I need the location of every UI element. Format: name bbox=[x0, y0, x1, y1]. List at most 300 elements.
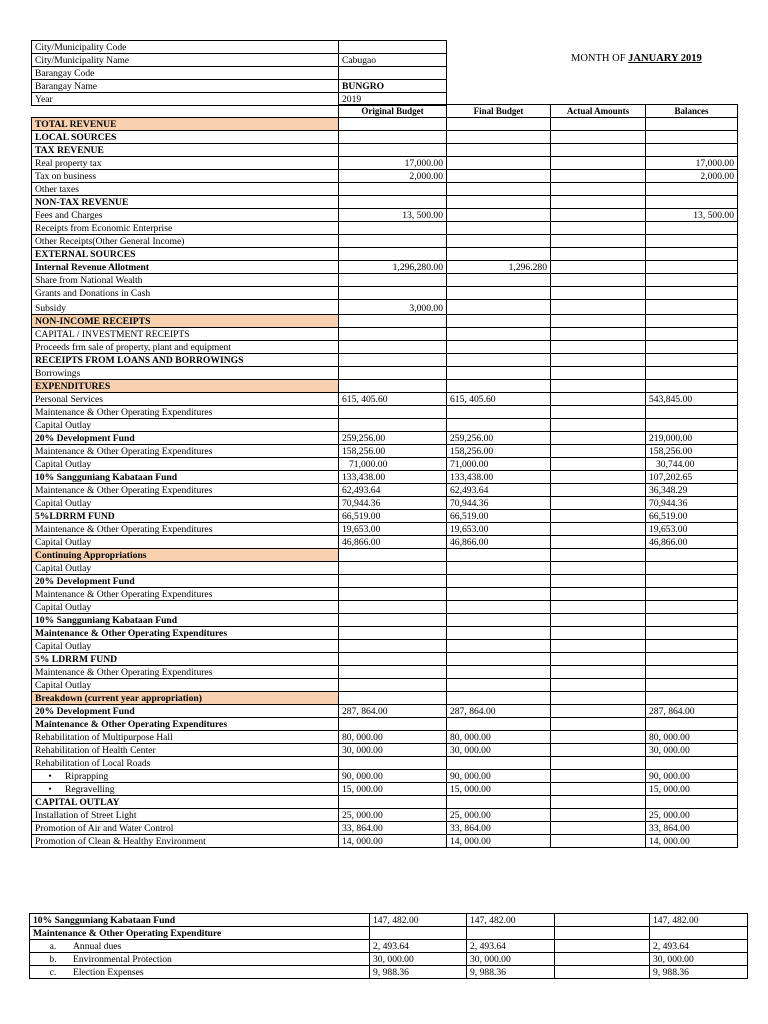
table-row bbox=[32, 287, 738, 300]
balance-cell bbox=[646, 757, 738, 770]
original-budget-cell bbox=[339, 718, 447, 731]
row-label: TOTAL REVENUE bbox=[32, 118, 339, 131]
final-budget-cell bbox=[447, 300, 551, 315]
balance-cell bbox=[646, 248, 738, 261]
actual-amount-cell bbox=[551, 248, 646, 261]
row-label: Share from National Wealth bbox=[32, 274, 339, 287]
original-budget-cell: 90, 000.00 bbox=[339, 770, 447, 783]
actual-amount-cell bbox=[551, 679, 646, 692]
balance-cell bbox=[646, 692, 738, 705]
balance-cell bbox=[646, 653, 738, 666]
row-label: CAPITAL / INVESTMENT RECEIPTS bbox=[32, 328, 339, 341]
final-budget-cell bbox=[447, 692, 551, 705]
balance-cell: 90, 000.00 bbox=[646, 770, 738, 783]
original-budget-cell bbox=[339, 380, 447, 393]
row-label: NON-TAX REVENUE bbox=[32, 196, 339, 209]
balance-cell: 36,348.29 bbox=[646, 484, 738, 497]
row-label: Maintenance & Other Operating Expenditures bbox=[32, 406, 339, 419]
balance-cell: 13, 500.00 bbox=[646, 209, 738, 222]
balance-cell bbox=[646, 274, 738, 287]
row-label: Internal Revenue Allotment bbox=[32, 261, 339, 274]
balance-cell: 15, 000.00 bbox=[646, 783, 738, 796]
original-budget-cell: 133,438.00 bbox=[339, 471, 447, 484]
info-value bbox=[339, 41, 447, 54]
actual-amount-cell bbox=[551, 497, 646, 510]
original-budget-cell bbox=[339, 562, 447, 575]
row-label: Capital Outlay bbox=[32, 679, 339, 692]
original-budget-cell: 33, 864.00 bbox=[339, 822, 447, 835]
info-row bbox=[32, 80, 447, 93]
balance-cell bbox=[646, 235, 738, 248]
actual-amount-cell bbox=[551, 796, 646, 809]
final-budget-cell: 9, 988.36 bbox=[467, 966, 555, 979]
balance-cell: 2, 493.64 bbox=[650, 940, 748, 953]
sk-row-label bbox=[30, 940, 370, 953]
table-row bbox=[32, 627, 738, 640]
actual-amount-cell bbox=[551, 757, 646, 770]
sk-row-label bbox=[30, 953, 370, 966]
final-budget-cell bbox=[447, 627, 551, 640]
final-budget-cell bbox=[447, 588, 551, 601]
balance-cell bbox=[650, 927, 748, 940]
list-marker: c. bbox=[49, 967, 57, 978]
actual-amount-cell bbox=[551, 653, 646, 666]
actual-amount-cell bbox=[551, 523, 646, 536]
balance-cell bbox=[646, 144, 738, 157]
original-budget-cell bbox=[339, 248, 447, 261]
balance-cell: 147, 482.00 bbox=[650, 914, 748, 927]
row-label: Grants and Donations in Cash bbox=[32, 287, 339, 300]
table-row bbox=[32, 170, 738, 183]
actual-amount-cell bbox=[551, 170, 646, 183]
actual-amount-cell bbox=[551, 549, 646, 562]
balance-cell bbox=[646, 131, 738, 144]
row-label: Capital Outlay bbox=[32, 562, 339, 575]
final-budget-cell bbox=[447, 235, 551, 248]
table-row bbox=[32, 354, 738, 367]
original-budget-cell bbox=[339, 341, 447, 354]
balance-cell bbox=[646, 796, 738, 809]
table-row bbox=[32, 196, 738, 209]
bullet-icon: • bbox=[48, 784, 52, 795]
row-label: Capital Outlay bbox=[32, 601, 339, 614]
row-label: Rehabilitation of Health Center bbox=[32, 744, 339, 757]
balance-cell: 30,744.00 bbox=[646, 458, 738, 471]
balance-cell: 17,000.00 bbox=[646, 157, 738, 170]
actual-amount-cell bbox=[551, 731, 646, 744]
balance-cell: 543,845.00 bbox=[646, 393, 738, 406]
final-budget-cell bbox=[447, 170, 551, 183]
table-row bbox=[32, 653, 738, 666]
balance-cell: 14, 000.00 bbox=[646, 835, 738, 848]
list-marker: a. bbox=[49, 941, 57, 952]
row-label: Maintenance & Other Operating Expenditures bbox=[32, 484, 339, 497]
original-budget-cell bbox=[339, 118, 447, 131]
balance-cell bbox=[646, 367, 738, 380]
original-budget-cell: 1,296,280.00 bbox=[339, 261, 447, 274]
final-budget-cell bbox=[447, 274, 551, 287]
row-label bbox=[32, 770, 339, 783]
original-budget-cell bbox=[339, 144, 447, 157]
final-budget-cell bbox=[447, 549, 551, 562]
original-budget-cell bbox=[339, 692, 447, 705]
table-row bbox=[32, 588, 738, 601]
table-row bbox=[32, 274, 738, 287]
final-budget-cell bbox=[447, 118, 551, 131]
actual-amount-cell bbox=[551, 484, 646, 497]
balance-cell bbox=[646, 183, 738, 196]
final-budget-cell bbox=[447, 601, 551, 614]
row-label: EXTERNAL SOURCES bbox=[32, 248, 339, 261]
final-budget-cell: 25, 000.00 bbox=[447, 809, 551, 822]
row-label: Borrowings bbox=[32, 367, 339, 380]
original-budget-cell bbox=[339, 235, 447, 248]
actual-amount-cell bbox=[551, 419, 646, 432]
original-budget-cell bbox=[339, 640, 447, 653]
row-label: CAPITAL OUTLAY bbox=[32, 796, 339, 809]
final-budget-cell: 615, 405.60 bbox=[447, 393, 551, 406]
col-balances: Balances bbox=[646, 105, 738, 118]
row-label: Other taxes bbox=[32, 183, 339, 196]
final-budget-cell bbox=[447, 796, 551, 809]
balance-cell: 30, 000.00 bbox=[646, 744, 738, 757]
final-budget-cell bbox=[447, 419, 551, 432]
balance-cell: 25, 000.00 bbox=[646, 809, 738, 822]
info-value: BUNGRO bbox=[339, 80, 447, 93]
actual-amount-cell bbox=[551, 380, 646, 393]
actual-amount-cell bbox=[551, 287, 646, 300]
balance-cell bbox=[646, 354, 738, 367]
actual-amount-cell bbox=[551, 144, 646, 157]
final-budget-cell: 71,000.00 bbox=[447, 458, 551, 471]
row-label: Promotion of Air and Water Control bbox=[32, 822, 339, 835]
table-row bbox=[32, 510, 738, 523]
original-budget-cell: 14, 000.00 bbox=[339, 835, 447, 848]
actual-amount-cell bbox=[551, 640, 646, 653]
balance-cell bbox=[646, 562, 738, 575]
header-spacer bbox=[32, 105, 339, 118]
balance-cell bbox=[646, 666, 738, 679]
info-label: City/Municipality Name bbox=[32, 54, 339, 67]
original-budget-cell: 9, 988.36 bbox=[370, 966, 467, 979]
final-budget-cell bbox=[447, 367, 551, 380]
actual-amount-cell bbox=[551, 783, 646, 796]
balance-cell: 80, 000.00 bbox=[646, 731, 738, 744]
row-label: NON-INCOME RECEIPTS bbox=[32, 315, 339, 328]
final-budget-cell bbox=[447, 144, 551, 157]
balance-cell bbox=[646, 588, 738, 601]
original-budget-cell: 17,000.00 bbox=[339, 157, 447, 170]
info-label: City/Municipality Code bbox=[32, 41, 339, 54]
actual-amount-cell bbox=[551, 118, 646, 131]
original-budget-cell: 19,653.00 bbox=[339, 523, 447, 536]
row-label: Breakdown (current year appropriation) bbox=[32, 692, 339, 705]
list-marker: b. bbox=[49, 954, 57, 965]
row-label: Maintenance & Other Operating Expenditures bbox=[32, 523, 339, 536]
col-original-budget: Original Budget bbox=[339, 105, 447, 118]
final-budget-cell bbox=[447, 196, 551, 209]
table-row bbox=[32, 380, 738, 393]
col-final-budget: Final Budget bbox=[447, 105, 551, 118]
actual-amount-cell bbox=[551, 809, 646, 822]
original-budget-cell: 15, 000.00 bbox=[339, 783, 447, 796]
info-value bbox=[339, 67, 447, 80]
table-row bbox=[32, 406, 738, 419]
final-budget-cell: 46,866.00 bbox=[447, 536, 551, 549]
sk-fund-table bbox=[29, 913, 748, 979]
actual-amount-cell bbox=[551, 666, 646, 679]
table-row bbox=[32, 261, 738, 274]
actual-amount-cell bbox=[551, 315, 646, 328]
original-budget-cell bbox=[339, 679, 447, 692]
actual-amount-cell bbox=[551, 209, 646, 222]
table-row bbox=[32, 209, 738, 222]
sk-row-label-text: 10% Sangguniang Kabataan Fund bbox=[33, 915, 176, 926]
actual-amount-cell bbox=[551, 222, 646, 235]
original-budget-cell: 287, 864.00 bbox=[339, 705, 447, 718]
balance-cell bbox=[646, 380, 738, 393]
sk-row-label bbox=[30, 927, 370, 940]
table-row bbox=[32, 796, 738, 809]
sk-row-label-text: Environmental Protection bbox=[73, 954, 172, 965]
original-budget-cell: 2,000.00 bbox=[339, 170, 447, 183]
actual-amount-cell bbox=[551, 744, 646, 757]
balance-cell: 46,866.00 bbox=[646, 536, 738, 549]
original-budget-cell: 3,000.00 bbox=[339, 300, 447, 315]
final-budget-cell: 90, 000.00 bbox=[447, 770, 551, 783]
actual-amount-cell bbox=[551, 341, 646, 354]
original-budget-cell bbox=[339, 627, 447, 640]
balance-cell bbox=[646, 549, 738, 562]
final-budget-cell: 66,519.00 bbox=[447, 510, 551, 523]
original-budget-cell: 147, 482.00 bbox=[370, 914, 467, 927]
balance-cell bbox=[646, 341, 738, 354]
table-row bbox=[32, 757, 738, 770]
budget-table bbox=[31, 104, 738, 848]
month-value: JANUARY 2019 bbox=[628, 53, 702, 64]
table-row bbox=[32, 315, 738, 328]
row-label: EXPENDITURES bbox=[32, 380, 339, 393]
row-label: LOCAL SOURCES bbox=[32, 131, 339, 144]
actual-amount-cell bbox=[555, 914, 650, 927]
row-label: 10% Sangguniang Kabataan Fund bbox=[32, 471, 339, 484]
table-row bbox=[32, 445, 738, 458]
table-row bbox=[32, 131, 738, 144]
balance-cell: 66,519.00 bbox=[646, 510, 738, 523]
final-budget-cell bbox=[447, 757, 551, 770]
row-label: Capital Outlay bbox=[32, 497, 339, 510]
original-budget-cell: 615, 405.60 bbox=[339, 393, 447, 406]
original-budget-cell bbox=[339, 354, 447, 367]
final-budget-cell bbox=[447, 653, 551, 666]
balance-cell: 219,000.00 bbox=[646, 432, 738, 445]
row-label: Capital Outlay bbox=[32, 536, 339, 549]
table-row bbox=[32, 419, 738, 432]
row-label: RECEIPTS FROM LOANS AND BORROWINGS bbox=[32, 354, 339, 367]
balance-cell bbox=[646, 406, 738, 419]
sk-row bbox=[30, 966, 748, 979]
final-budget-cell: 147, 482.00 bbox=[467, 914, 555, 927]
actual-amount-cell bbox=[551, 692, 646, 705]
final-budget-cell bbox=[447, 131, 551, 144]
sk-row-label bbox=[30, 966, 370, 979]
balance-cell bbox=[646, 419, 738, 432]
info-value: 2019 bbox=[339, 93, 447, 106]
balance-cell: 70,944.36 bbox=[646, 497, 738, 510]
original-budget-cell: 30, 000.00 bbox=[339, 744, 447, 757]
balance-cell bbox=[646, 679, 738, 692]
row-label: Rehabilitation of Multipurpose Hall bbox=[32, 731, 339, 744]
row-label: Maintenance & Other Operating Expenditures bbox=[32, 666, 339, 679]
table-row bbox=[32, 731, 738, 744]
original-budget-cell bbox=[339, 614, 447, 627]
sk-row bbox=[30, 940, 748, 953]
original-budget-cell bbox=[339, 601, 447, 614]
original-budget-cell: 259,256.00 bbox=[339, 432, 447, 445]
row-label: Other Receipts(Other General Income) bbox=[32, 235, 339, 248]
original-budget-cell: 46,866.00 bbox=[339, 536, 447, 549]
final-budget-cell bbox=[447, 183, 551, 196]
row-label: Capital Outlay bbox=[32, 458, 339, 471]
report-month bbox=[571, 53, 702, 64]
row-label: Maintenance & Other Operating Expenditures bbox=[32, 627, 339, 640]
original-budget-cell bbox=[339, 367, 447, 380]
balance-cell bbox=[646, 315, 738, 328]
original-budget-cell: 66,519.00 bbox=[339, 510, 447, 523]
actual-amount-cell bbox=[551, 835, 646, 848]
balance-cell: 2,000.00 bbox=[646, 170, 738, 183]
table-row bbox=[32, 679, 738, 692]
actual-amount-cell bbox=[551, 445, 646, 458]
final-budget-cell: 2, 493.64 bbox=[467, 940, 555, 953]
original-budget-cell: 70,944.36 bbox=[339, 497, 447, 510]
sk-row-label bbox=[30, 914, 370, 927]
row-label: 20% Development Fund bbox=[32, 575, 339, 588]
table-row bbox=[32, 536, 738, 549]
final-budget-cell bbox=[447, 380, 551, 393]
actual-amount-cell bbox=[551, 261, 646, 274]
table-row bbox=[32, 367, 738, 380]
original-budget-cell: 71,000.00 bbox=[339, 458, 447, 471]
actual-amount-cell bbox=[551, 770, 646, 783]
table-row bbox=[32, 562, 738, 575]
info-row bbox=[32, 54, 447, 67]
final-budget-cell bbox=[447, 222, 551, 235]
table-row bbox=[32, 328, 738, 341]
table-row bbox=[32, 157, 738, 170]
balance-cell bbox=[646, 300, 738, 315]
final-budget-cell bbox=[447, 575, 551, 588]
row-label: 20% Development Fund bbox=[32, 432, 339, 445]
row-label: Real property tax bbox=[32, 157, 339, 170]
balance-cell: 9, 988.36 bbox=[650, 966, 748, 979]
original-budget-cell bbox=[339, 575, 447, 588]
original-budget-cell bbox=[339, 274, 447, 287]
table-row bbox=[32, 744, 738, 757]
original-budget-cell bbox=[339, 287, 447, 300]
balance-cell bbox=[646, 640, 738, 653]
table-row bbox=[32, 523, 738, 536]
table-row bbox=[32, 183, 738, 196]
balance-cell bbox=[646, 261, 738, 274]
actual-amount-cell bbox=[555, 927, 650, 940]
balance-cell: 19,653.00 bbox=[646, 523, 738, 536]
row-label: 5% LDRRM FUND bbox=[32, 653, 339, 666]
actual-amount-cell bbox=[551, 131, 646, 144]
barangay-info-table bbox=[31, 40, 447, 106]
actual-amount-cell bbox=[551, 601, 646, 614]
table-row bbox=[32, 484, 738, 497]
final-budget-cell bbox=[447, 406, 551, 419]
final-budget-cell bbox=[447, 562, 551, 575]
row-label: Continuing Appropriations bbox=[32, 549, 339, 562]
table-row bbox=[32, 248, 738, 261]
balance-cell bbox=[646, 627, 738, 640]
table-row bbox=[32, 432, 738, 445]
table-row bbox=[32, 783, 738, 796]
final-budget-cell: 70,944.36 bbox=[447, 497, 551, 510]
table-row bbox=[32, 835, 738, 848]
balance-cell: 158,256.00 bbox=[646, 445, 738, 458]
table-row bbox=[32, 393, 738, 406]
row-label: 20% Development Fund bbox=[32, 705, 339, 718]
actual-amount-cell bbox=[551, 822, 646, 835]
actual-amount-cell bbox=[551, 367, 646, 380]
final-budget-cell: 287, 864.00 bbox=[447, 705, 551, 718]
table-row bbox=[32, 341, 738, 354]
final-budget-cell bbox=[447, 287, 551, 300]
actual-amount-cell bbox=[555, 953, 650, 966]
row-label: Promotion of Clean & Healthy Environment bbox=[32, 835, 339, 848]
balance-cell bbox=[646, 614, 738, 627]
row-label: Capital Outlay bbox=[32, 640, 339, 653]
balance-cell: 33, 864.00 bbox=[646, 822, 738, 835]
balance-cell bbox=[646, 601, 738, 614]
actual-amount-cell bbox=[551, 510, 646, 523]
info-label: Year bbox=[32, 93, 339, 106]
final-budget-cell: 19,653.00 bbox=[447, 523, 551, 536]
actual-amount-cell bbox=[551, 274, 646, 287]
sk-row-label-text: Maintenance & Other Operating Expenditure bbox=[33, 928, 222, 939]
row-label: 10% Sangguniang Kabataan Fund bbox=[32, 614, 339, 627]
final-budget-cell bbox=[447, 248, 551, 261]
final-budget-cell: 158,256.00 bbox=[447, 445, 551, 458]
row-label: Capital Outlay bbox=[32, 419, 339, 432]
table-row bbox=[32, 614, 738, 627]
table-row bbox=[32, 575, 738, 588]
actual-amount-cell bbox=[555, 966, 650, 979]
actual-amount-cell bbox=[551, 718, 646, 731]
table-row bbox=[32, 471, 738, 484]
final-budget-cell: 30, 000.00 bbox=[467, 953, 555, 966]
final-budget-cell: 33, 864.00 bbox=[447, 822, 551, 835]
original-budget-cell bbox=[339, 131, 447, 144]
row-label: 5%LDRRM FUND bbox=[32, 510, 339, 523]
original-budget-cell: 158,256.00 bbox=[339, 445, 447, 458]
balance-cell bbox=[646, 575, 738, 588]
table-row bbox=[32, 666, 738, 679]
table-row bbox=[32, 809, 738, 822]
row-label: Proceeds frm sale of property, plant and equipment bbox=[32, 341, 339, 354]
actual-amount-cell bbox=[551, 471, 646, 484]
table-row bbox=[32, 497, 738, 510]
sk-row bbox=[30, 927, 748, 940]
original-budget-cell bbox=[339, 406, 447, 419]
actual-amount-cell bbox=[551, 300, 646, 315]
table-row bbox=[32, 235, 738, 248]
actual-amount-cell bbox=[551, 458, 646, 471]
table-row bbox=[32, 118, 738, 131]
